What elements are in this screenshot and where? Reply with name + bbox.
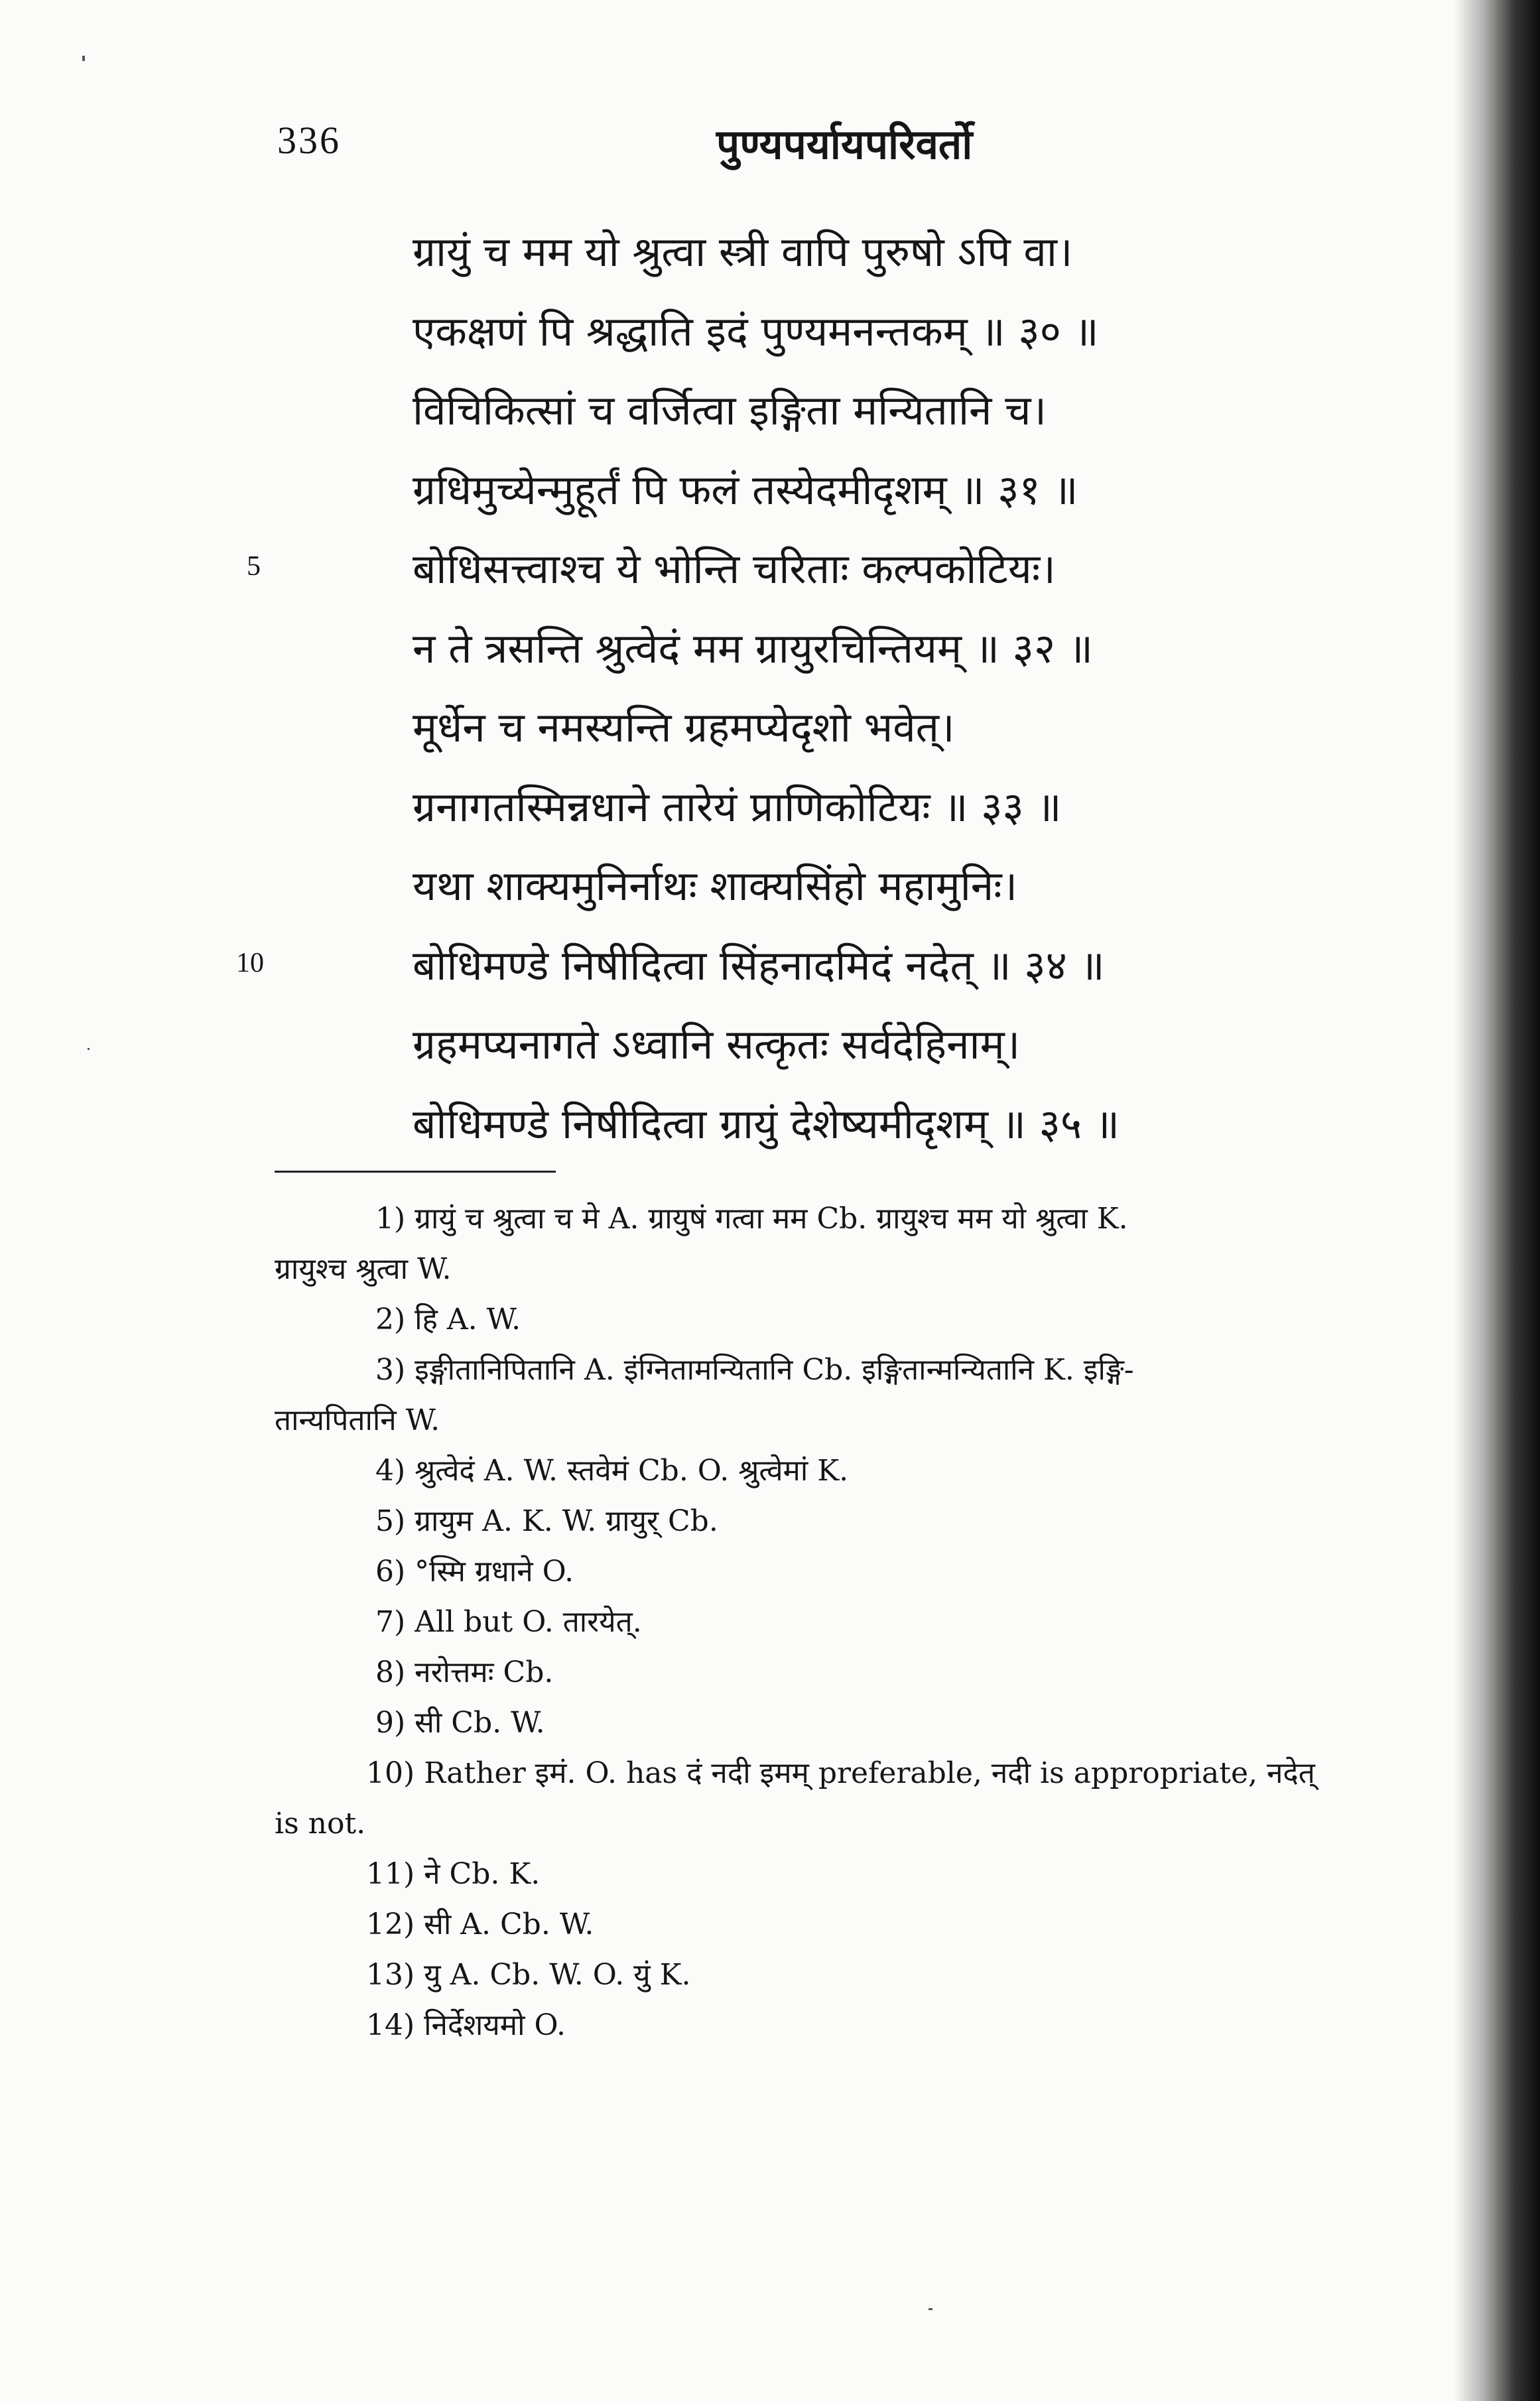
verse-line: मूर्धेन च नमस्यन्ति ग्रहमप्येदृशो भवेत्। bbox=[413, 703, 955, 751]
footnote: 8) नरोत्तमः Cb. bbox=[375, 1655, 554, 1689]
footnote: 3) इङ्गीतानिपितानि A. इंग्नितामन्यितानि Cb. इङ्गितान्मन्यितानि K. इङ्गि- bbox=[375, 1353, 1134, 1387]
footnote: 10) Rather इमं. O. has दं नदी इमम् preferable, नदी is appropriate, नदेत् bbox=[366, 1756, 1315, 1790]
footnote: 12) सी A. Cb. W. bbox=[366, 1908, 594, 1941]
footnote-separator bbox=[275, 1171, 556, 1173]
verse-line: एकक्षणं पि श्रद्धाति इदं पुण्यमनन्तकम् ॥ ३० ॥ bbox=[413, 306, 1099, 356]
scan-speck bbox=[82, 56, 85, 61]
scan-speck bbox=[88, 1048, 90, 1050]
footnote: 2) हि A. W. bbox=[375, 1303, 521, 1336]
footnote: 11) ने Cb. K. bbox=[366, 1857, 541, 1891]
running-title: पुण्यपर्यायपरिवर्तो bbox=[716, 120, 973, 168]
verse-line: बोधिसत्त्वाश्च ये भोन्ति चरिताः कल्पकोटियः। bbox=[413, 545, 1056, 593]
page-number: 336 bbox=[277, 119, 341, 162]
footnote-continuation: is not. bbox=[275, 1807, 366, 1841]
line-number-10: 10 bbox=[236, 948, 264, 978]
scan-speck bbox=[929, 2308, 932, 2310]
scan-shadow-edge bbox=[1454, 0, 1540, 2401]
footnote-continuation: ग्रायुश्च श्रुत्वा W. bbox=[275, 1252, 452, 1286]
verse-line: बोधिमण्डे निषीदित्वा ग्रायुं देशेष्यमीदृशम् ॥ ३५ ॥ bbox=[413, 1099, 1120, 1148]
footnote: 6) °स्मि ग्रधाने O. bbox=[375, 1555, 574, 1589]
footnote: 7) All but O. तारयेत्. bbox=[375, 1605, 642, 1639]
verse-line: विचिकित्सां च वर्जित्वा इङ्गिता मन्यितानि च। bbox=[413, 386, 1047, 434]
footnotes bbox=[275, 1194, 1429, 2051]
verse-line: ग्रनागतस्मिन्नधाने तारेयं प्राणिकोटियः ॥ ३३ ॥ bbox=[413, 782, 1062, 831]
footnote: 1) ग्रायुं च श्रुत्वा च मे A. ग्रायुषं गत्वा मम Cb. ग्रायुश्च मम यो श्रुत्वा K. bbox=[375, 1202, 1128, 1236]
verse-line: ग्रहमप्यनागते ऽध्वानि सत्कृतः सर्वदेहिनाम्। bbox=[413, 1020, 1021, 1069]
verse-block bbox=[413, 212, 1175, 1163]
footnote: 13) यु A. Cb. W. O. युं K. bbox=[366, 1958, 691, 1992]
line-number-5: 5 bbox=[247, 551, 261, 582]
page-header bbox=[0, 118, 1540, 178]
verse-line: यथा शाक्यमुनिर्नाथः शाक्यसिंहो महामुनिः। bbox=[413, 862, 1018, 910]
verse-line: बोधिमण्डे निषीदित्वा सिंहनादमिदं नदेत् ॥ ३४ ॥ bbox=[413, 941, 1105, 990]
verse-line: ग्रायुं च मम यो श्रुत्वा स्त्री वापि पुरुषो ऽपि वा। bbox=[413, 227, 1073, 276]
footnote: 5) ग्रायुम A. K. W. ग्रायुर् Cb. bbox=[375, 1504, 718, 1538]
footnote: 4) श्रुत्वेदं A. W. स्तवेमं Cb. O. श्रुत्वेमां K. bbox=[375, 1454, 849, 1488]
footnote: 14) निर्देशयमो O. bbox=[366, 2008, 566, 2042]
verse-line: ग्रधिमुच्येन्मुहूर्तं पि फलं तस्येदमीदृशम् ॥ ३१ ॥ bbox=[413, 465, 1078, 514]
footnote: 9) सी Cb. W. bbox=[375, 1706, 545, 1740]
verse-line: न ते त्रसन्ति श्रुत्वेदं मम ग्रायुरचिन्तियम् ॥ ३२ ॥ bbox=[413, 623, 1093, 673]
footnote-continuation: तान्यपितानि W. bbox=[275, 1403, 440, 1437]
